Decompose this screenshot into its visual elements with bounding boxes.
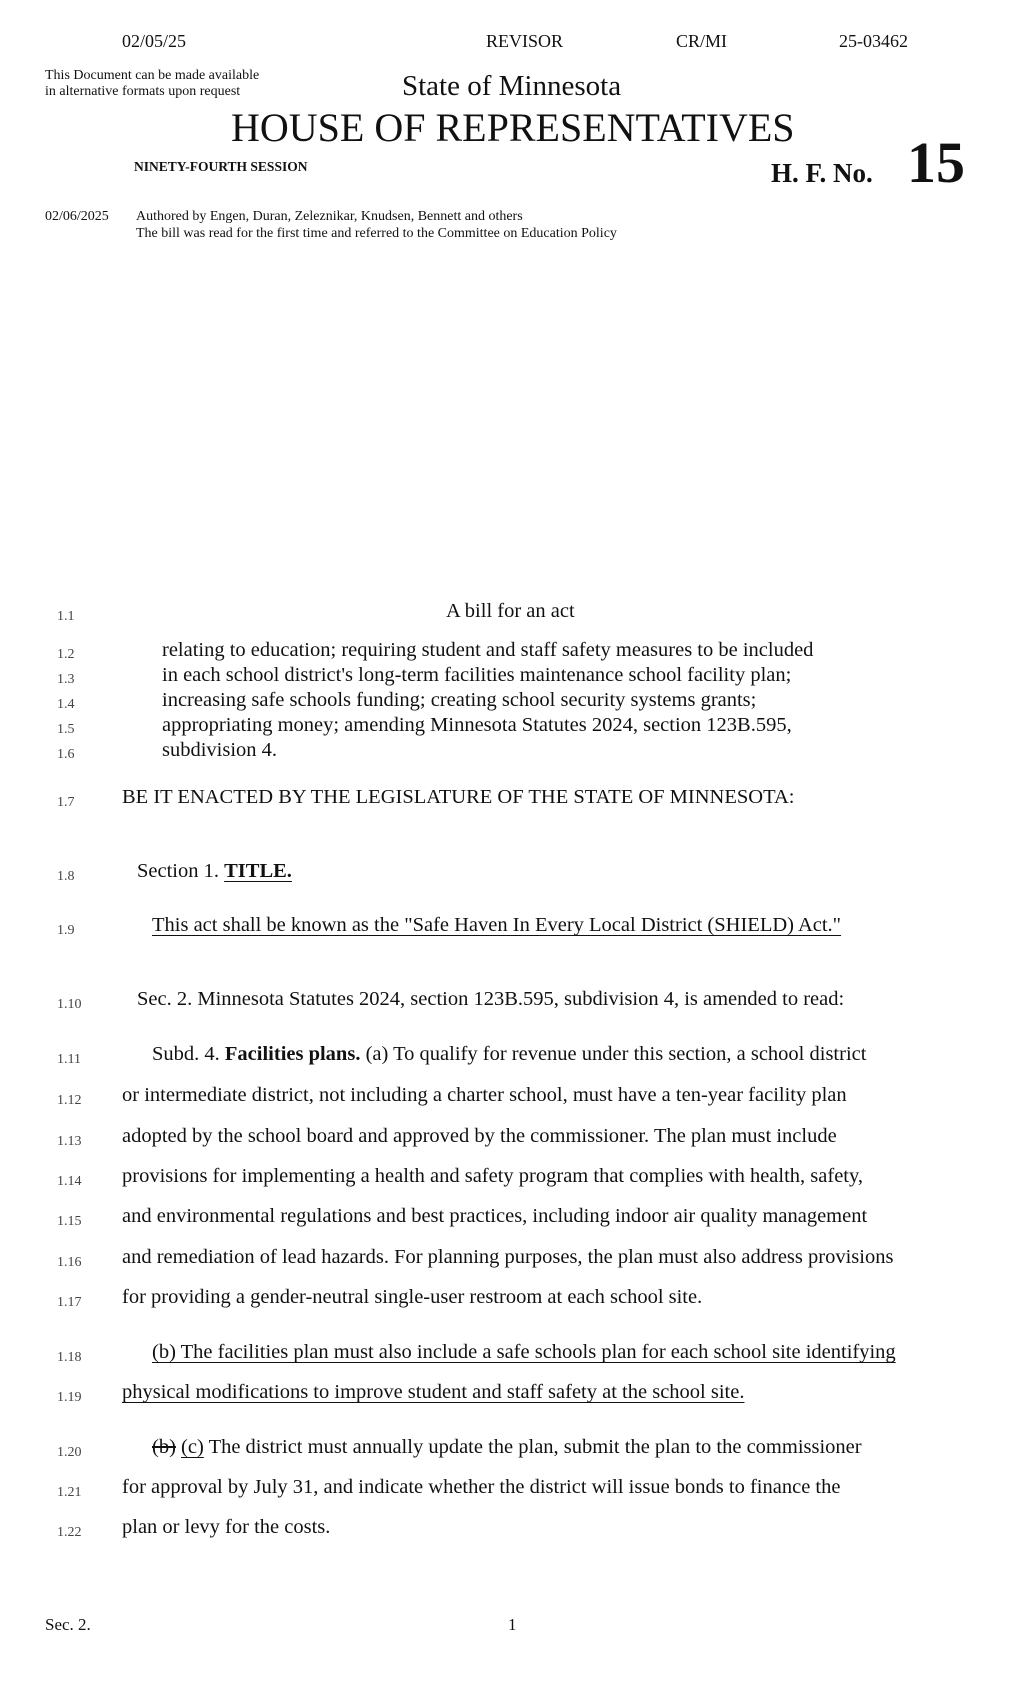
- line-number: 1.18: [57, 1350, 82, 1365]
- subdivision-line: adopted by the school board and approved by the commissioner. The plan must include: [122, 1125, 837, 1147]
- section-1-text: This act shall be known as the "Safe Haven In Every Local District (SHIELD) Act.": [152, 914, 842, 936]
- line-number: 1.16: [57, 1255, 82, 1270]
- subdivision-line: and remediation of lead hazards. For planning purposes, the plan must also address provisions: [122, 1246, 894, 1268]
- line-number: 1.9: [57, 923, 75, 938]
- line-number: 1.13: [57, 1134, 82, 1149]
- notice-line-1: This Document can be made available: [45, 68, 260, 83]
- paragraph-c-line: plan or levy for the costs.: [122, 1516, 331, 1538]
- line-number: 1.22: [57, 1525, 82, 1540]
- bill-title-line: in each school district's long-term facilities maintenance school facility plan;: [162, 664, 792, 686]
- line-number: 1.19: [57, 1390, 82, 1405]
- hf-label: H. F. No.: [771, 158, 873, 188]
- header-date: 02/05/25: [122, 31, 187, 51]
- line-number: 1.17: [57, 1295, 82, 1310]
- struck-text: (b): [152, 1436, 176, 1458]
- subdivision-prefix: Subd. 4.: [152, 1043, 220, 1065]
- paragraph-c-text: The district must annually update the plan, submit the plan to the commissioner: [208, 1436, 862, 1458]
- subdivision-line: and environmental regulations and best practices, including indoor air quality management: [122, 1205, 868, 1227]
- line-number: 1.3: [57, 672, 75, 687]
- subdivision-first-text: (a) To qualify for revenue under this section, a school district: [365, 1043, 867, 1065]
- line-number: 1.21: [57, 1485, 82, 1500]
- line-number: 1.14: [57, 1174, 82, 1189]
- house-title: HOUSE OF REPRESENTATIVES: [231, 105, 795, 150]
- line-number: 1.5: [57, 722, 75, 737]
- line-number: 1.4: [57, 697, 75, 712]
- header-office: REVISOR: [486, 31, 564, 51]
- subdivision-first-line: [152, 1043, 866, 1066]
- bill-heading: A bill for an act: [446, 600, 575, 622]
- bill-title-line: increasing safe schools funding; creating school security systems grants;: [162, 689, 757, 711]
- line-number: 1.8: [57, 869, 75, 884]
- inserted-text: (c): [181, 1436, 204, 1458]
- enacting-clause: BE IT ENACTED BY THE LEGISLATURE OF THE STATE OF MINNESOTA:: [122, 786, 795, 808]
- hf-number: 15: [907, 130, 965, 195]
- intro-authors: Authored by Engen, Duran, Zeleznikar, Knudsen, Bennett and others: [136, 209, 523, 224]
- subdivision-line: provisions for implementing a health and safety program that complies with health, safety,: [122, 1165, 864, 1187]
- intro-date: 02/06/2025: [45, 209, 109, 224]
- line-number: 1.20: [57, 1445, 82, 1460]
- section-1-prefix: Section 1.: [137, 860, 219, 882]
- state-title: State of Minnesota: [402, 70, 622, 102]
- bill-title-line: subdivision 4.: [162, 739, 278, 761]
- notice-line-2: in alternative formats upon request: [45, 84, 241, 99]
- line-number: 1.12: [57, 1093, 82, 1108]
- paragraph-c-first-line: [152, 1436, 862, 1459]
- subdivision-line: or intermediate district, not including a charter school, must have a ten-year facility plan: [122, 1084, 847, 1106]
- footer-section: Sec. 2.: [45, 1615, 91, 1634]
- header-initials: CR/MI: [676, 31, 728, 51]
- line-number: 1.2: [57, 647, 75, 662]
- footer-page-number: 1: [508, 1615, 517, 1634]
- line-number: 1.10: [57, 997, 82, 1012]
- intro-referral: The bill was read for the first time and referred to the Committee on Education Policy: [136, 226, 617, 241]
- line-number: 1.15: [57, 1214, 82, 1229]
- paragraph-c-line: for approval by July 31, and indicate whether the district will issue bonds to finance the: [122, 1476, 841, 1498]
- line-number: 1.6: [57, 747, 75, 762]
- section-2-text: Sec. 2. Minnesota Statutes 2024, section 123B.595, subdivision 4, is amended to read:: [137, 988, 845, 1010]
- line-number: 1.1: [57, 609, 75, 624]
- section-1-title: TITLE.: [224, 860, 292, 882]
- paragraph-b-line: physical modifications to improve student and staff safety at the school site.: [122, 1381, 745, 1403]
- header-doc-number: 25-03462: [839, 31, 908, 51]
- bill-title-line: relating to education; requiring student and staff safety measures to be included: [162, 639, 814, 661]
- subdivision-heading: Facilities plans.: [224, 1043, 361, 1065]
- paragraph-b-line: (b) The facilities plan must also include a safe schools plan for each school site identifying: [152, 1341, 896, 1363]
- bill-title-line: appropriating money; amending Minnesota Statutes 2024, section 123B.595,: [162, 714, 792, 736]
- section-1-heading: [137, 860, 292, 883]
- subdivision-line: for providing a gender-neutral single-user restroom at each school site.: [122, 1286, 703, 1308]
- line-number: 1.7: [57, 795, 75, 810]
- session-label: NINETY-FOURTH SESSION: [134, 159, 308, 174]
- line-number: 1.11: [57, 1052, 81, 1067]
